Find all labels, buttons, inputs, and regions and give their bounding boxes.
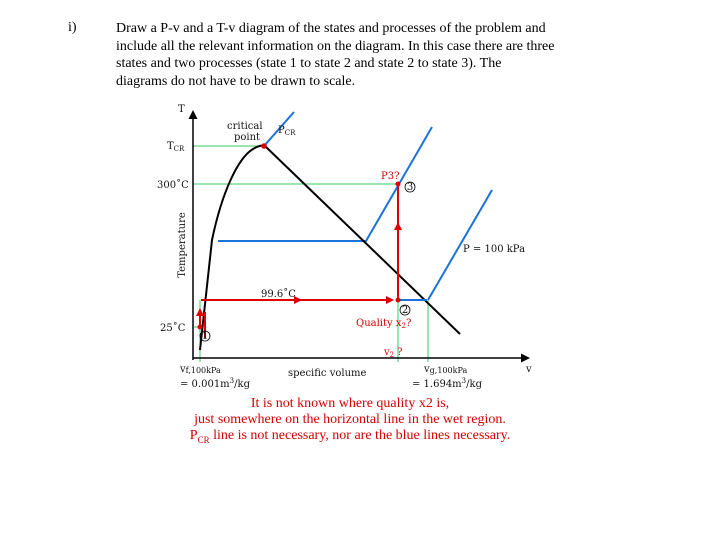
pcr-label: [278, 125, 296, 137]
vf-val-pre: = 0.001m: [180, 379, 230, 390]
p100-label: P = 100 kPa: [463, 244, 526, 255]
process-lines: [200, 186, 427, 338]
state-1-label: 1: [201, 331, 209, 342]
vg-sup: 3: [461, 377, 467, 385]
xlabel: specific volume: [288, 368, 367, 379]
explanation-note: [130, 396, 570, 448]
v-axis-label: v: [526, 364, 532, 375]
question-number: i): [68, 20, 77, 35]
t996-label: 99.6˚C: [261, 289, 296, 300]
quality-main: Quality x: [356, 318, 402, 329]
question-line: include all the relevant information on the diagram. In this case there are three: [116, 38, 555, 54]
quality-label: [356, 318, 411, 330]
note-line-2: just somewhere on the horizontal line in the wet region.: [194, 412, 506, 427]
tcr-label: [167, 141, 185, 153]
vf-value: [180, 377, 251, 390]
v2-q: ?: [397, 347, 403, 358]
saturation-dome: [200, 146, 460, 350]
quality-sub: 2: [401, 322, 406, 330]
v2-label: [383, 347, 403, 359]
state-1-dot: [198, 325, 203, 330]
critical-label-1: critical: [227, 121, 263, 132]
question-line: diagrams do not have to be drawn to scale.: [116, 73, 356, 89]
state-3-label: 3: [406, 182, 414, 193]
t-axis-label: T: [178, 104, 185, 115]
note-pcr-main: P: [189, 428, 198, 443]
note-line-3-rest: line is not necessary, nor are the blue lines necessary.: [209, 428, 511, 443]
pcr-main: P: [278, 125, 285, 136]
ylabel: Temperature: [177, 212, 188, 278]
vg-label: [423, 364, 467, 375]
vf-label: [179, 364, 221, 375]
note-pcr-sub: CR: [197, 434, 210, 445]
v2-sub: 2: [389, 351, 395, 359]
critical-point-dot: [261, 143, 267, 149]
vg-value: [412, 377, 483, 390]
state-2-dot: [396, 298, 401, 303]
t25-label: 25˚C: [160, 323, 186, 334]
vg-main: v: [424, 364, 430, 375]
state-2-label: 2: [401, 305, 409, 316]
quality-q: ?: [405, 318, 412, 329]
tcr-sub: CR: [173, 145, 185, 153]
note-line-1: It is not known where quality x2 is,: [250, 396, 450, 411]
critical-label-2: point: [234, 132, 261, 143]
p3-label: P3?: [381, 171, 400, 182]
question-line: Draw a P-v and a T-v diagram of the states and processes of the problem and: [116, 21, 546, 36]
vg-sub: g,100kPa: [429, 366, 468, 375]
vg-val-post: /kg: [466, 379, 482, 390]
vg-val-pre: = 1.694m: [412, 379, 462, 390]
vf-sub: f,100kPa: [185, 366, 221, 375]
vf-main: v: [180, 364, 186, 375]
vf-sup: 3: [229, 377, 235, 385]
tcr-main: T: [167, 141, 174, 152]
question-line: states and two processes (state 1 to state 2 and state 2 to state 3). The: [116, 56, 502, 71]
state-3-dot: [396, 182, 401, 187]
vf-val-post: /kg: [234, 379, 250, 390]
pcr-sub: CR: [284, 129, 296, 137]
v2-main: v: [384, 347, 390, 358]
note-line-3: [130, 428, 570, 448]
t300-label: 300˚C: [157, 180, 189, 191]
